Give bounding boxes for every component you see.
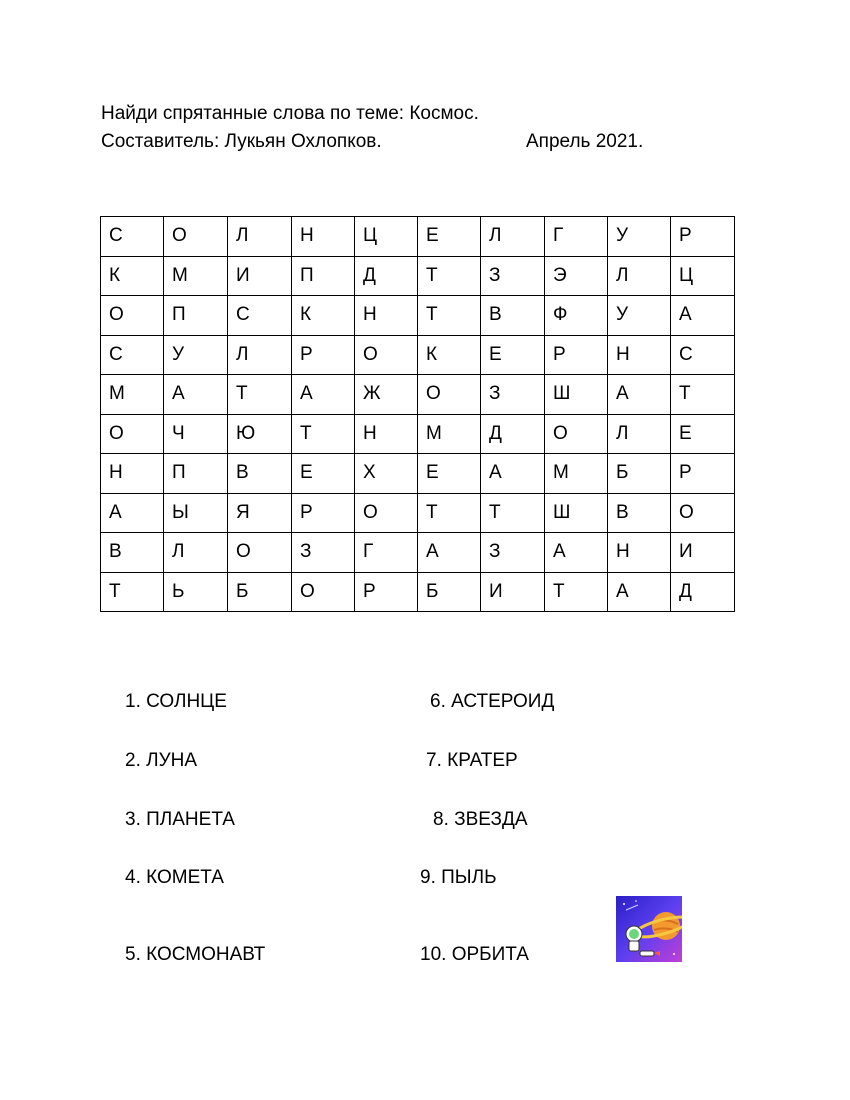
grid-row xyxy=(101,414,735,454)
grid-cell: Е xyxy=(481,335,545,375)
grid-cell: Ы xyxy=(164,493,228,533)
grid-cell: А xyxy=(101,493,164,533)
grid-cell: П xyxy=(164,454,228,494)
grid-cell: О xyxy=(671,493,735,533)
grid-cell: А xyxy=(608,572,671,612)
grid-cell: В xyxy=(228,454,292,494)
grid-cell: А xyxy=(292,375,355,415)
grid-cell: Е xyxy=(292,454,355,494)
grid-cell: Л xyxy=(481,217,545,257)
grid-row xyxy=(101,454,735,494)
word-search-grid xyxy=(100,216,735,612)
word-item-4: 4. КОМЕТА xyxy=(125,867,224,888)
grid-cell: З xyxy=(481,375,545,415)
grid-cell: Д xyxy=(355,256,418,296)
grid-cell: Э xyxy=(545,256,608,296)
grid-cell: Л xyxy=(228,217,292,257)
grid-cell: Н xyxy=(355,296,418,336)
grid-cell: О xyxy=(101,296,164,336)
grid-cell: А xyxy=(608,375,671,415)
grid-row xyxy=(101,335,735,375)
grid-cell: Ш xyxy=(545,493,608,533)
grid-cell: Т xyxy=(545,572,608,612)
grid-cell: З xyxy=(481,256,545,296)
grid-cell: У xyxy=(164,335,228,375)
word-item-10: 10. ОРБИТА xyxy=(420,944,529,965)
grid-cell: М xyxy=(418,414,481,454)
grid-cell: Ш xyxy=(545,375,608,415)
date-text: Апрель 2021. xyxy=(526,131,644,152)
grid-cell: Р xyxy=(292,493,355,533)
grid-cell: Н xyxy=(608,335,671,375)
grid-cell: Р xyxy=(671,217,735,257)
grid-cell: К xyxy=(101,256,164,296)
grid-cell: М xyxy=(101,375,164,415)
grid-cell: Ю xyxy=(228,414,292,454)
grid-cell: Я xyxy=(228,493,292,533)
grid-cell: Л xyxy=(608,256,671,296)
grid-cell: Н xyxy=(292,217,355,257)
grid-row xyxy=(101,572,735,612)
grid-cell: Р xyxy=(545,335,608,375)
grid-cell: О xyxy=(545,414,608,454)
grid-row xyxy=(101,375,735,415)
word-item-8: 8. ЗВЕЗДА xyxy=(433,809,528,830)
grid-cell: Т xyxy=(418,296,481,336)
grid-cell: У xyxy=(608,217,671,257)
grid-cell: С xyxy=(101,217,164,257)
grid-cell: О xyxy=(228,533,292,573)
grid-cell: И xyxy=(228,256,292,296)
grid-cell: О xyxy=(292,572,355,612)
grid-cell: М xyxy=(164,256,228,296)
grid-cell: Х xyxy=(355,454,418,494)
grid-cell: В xyxy=(481,296,545,336)
author-line: Составитель: Лукьян Охлопков. xyxy=(101,131,382,152)
astronaut-saturn-icon xyxy=(616,896,682,962)
grid-cell: А xyxy=(671,296,735,336)
word-item-3: 3. ПЛАНЕТА xyxy=(125,809,235,830)
grid-cell: С xyxy=(228,296,292,336)
word-item-5: 5. КОСМОНАВТ xyxy=(125,944,266,965)
grid-cell: Ь xyxy=(164,572,228,612)
grid-cell: Д xyxy=(671,572,735,612)
grid-cell: Р xyxy=(671,454,735,494)
grid-cell: Т xyxy=(101,572,164,612)
word-item-7: 7. КРАТЕР xyxy=(426,750,518,771)
grid-cell: Г xyxy=(355,533,418,573)
grid-cell: С xyxy=(671,335,735,375)
grid-row xyxy=(101,533,735,573)
grid-row xyxy=(101,493,735,533)
grid-cell: Ж xyxy=(355,375,418,415)
grid-cell: Б xyxy=(228,572,292,612)
grid-cell: Т xyxy=(418,256,481,296)
grid-cell: О xyxy=(101,414,164,454)
grid-cell: Е xyxy=(671,414,735,454)
grid-cell: М xyxy=(545,454,608,494)
grid-cell: Р xyxy=(355,572,418,612)
grid-cell: А xyxy=(418,533,481,573)
grid-cell: Ц xyxy=(671,256,735,296)
grid-cell: Л xyxy=(228,335,292,375)
word-item-2: 2. ЛУНА xyxy=(125,750,198,771)
grid-cell: О xyxy=(355,335,418,375)
grid-cell: Б xyxy=(608,454,671,494)
grid-cell: Т xyxy=(292,414,355,454)
grid-cell: О xyxy=(164,217,228,257)
grid-row xyxy=(101,256,735,296)
grid-cell: Т xyxy=(671,375,735,415)
grid-row xyxy=(101,296,735,336)
grid-cell: Ч xyxy=(164,414,228,454)
grid-cell: Н xyxy=(355,414,418,454)
grid-cell: Р xyxy=(292,335,355,375)
grid-cell: К xyxy=(292,296,355,336)
word-item-1: 1. СОЛНЦЕ xyxy=(125,691,227,712)
grid-cell: Н xyxy=(101,454,164,494)
grid-cell: З xyxy=(481,533,545,573)
grid-cell: Н xyxy=(608,533,671,573)
grid-cell: Т xyxy=(418,493,481,533)
grid-cell: О xyxy=(418,375,481,415)
grid-cell: Л xyxy=(164,533,228,573)
grid-cell: Т xyxy=(228,375,292,415)
grid-cell: О xyxy=(355,493,418,533)
grid-cell: А xyxy=(545,533,608,573)
grid-cell: П xyxy=(292,256,355,296)
grid-cell: З xyxy=(292,533,355,573)
grid-cell: В xyxy=(608,493,671,533)
grid-cell: П xyxy=(164,296,228,336)
grid-cell: Е xyxy=(418,454,481,494)
grid-row xyxy=(101,217,735,257)
grid-cell: А xyxy=(481,454,545,494)
grid-cell: Д xyxy=(481,414,545,454)
grid-cell: С xyxy=(101,335,164,375)
grid-cell: И xyxy=(481,572,545,612)
grid-cell: И xyxy=(671,533,735,573)
grid-cell: Т xyxy=(481,493,545,533)
grid-cell: Г xyxy=(545,217,608,257)
grid-cell: Л xyxy=(608,414,671,454)
grid-cell: В xyxy=(101,533,164,573)
grid-cell: У xyxy=(608,296,671,336)
grid-cell: Е xyxy=(418,217,481,257)
grid-cell: Ф xyxy=(545,296,608,336)
grid-cell: Б xyxy=(418,572,481,612)
grid-cell: А xyxy=(164,375,228,415)
grid-cell: К xyxy=(418,335,481,375)
grid-cell: Ц xyxy=(355,217,418,257)
word-item-9: 9. ПЫЛЬ xyxy=(420,867,497,888)
word-item-6: 6. АСТЕРОИД xyxy=(430,691,555,712)
page-title: Найди спрятанные слова по теме: Космос. xyxy=(101,103,479,124)
